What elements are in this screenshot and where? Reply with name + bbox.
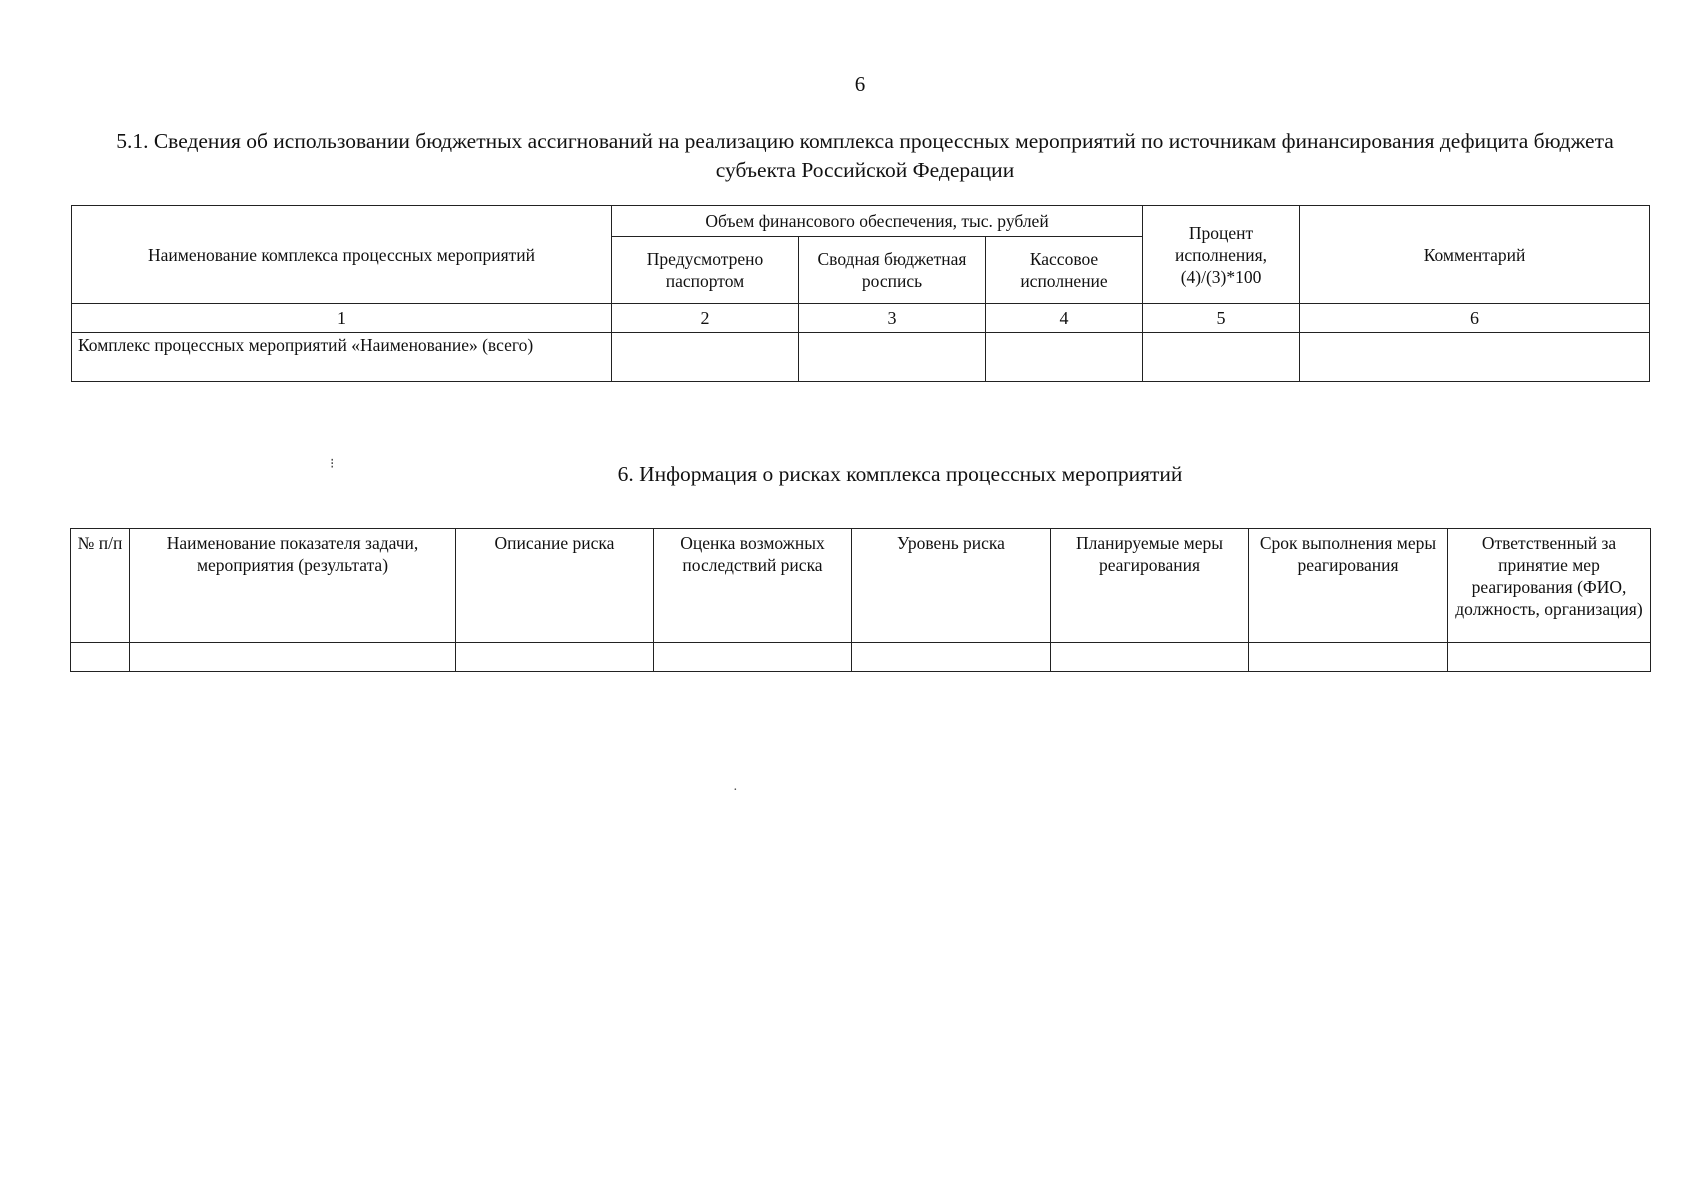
header-risk-level: Уровень риска <box>852 529 1051 643</box>
budget-list-value-cell <box>799 333 986 382</box>
responsible-cell <box>1448 643 1651 672</box>
header-passport-planned: Предусмотрено паспортом <box>612 237 799 304</box>
scan-artifact-dot: · <box>733 783 738 798</box>
header-risk-consequences: Оценка возможных последствий риска <box>654 529 852 643</box>
header-consolidated-budget-list: Сводная бюджетная роспись <box>799 237 986 304</box>
comment-value-cell <box>1300 333 1650 382</box>
passport-value-cell <box>612 333 799 382</box>
column-number: 2 <box>612 304 799 333</box>
header-indicator-name: Наименование показателя задачи, мероприятия (результата) <box>130 529 456 643</box>
column-number: 6 <box>1300 304 1650 333</box>
header-execution-percent: Процент исполнения, (4)/(3)*100 <box>1143 206 1300 304</box>
header-responsible-person: Ответственный за принятие мер реагирования (ФИО, должность, организация) <box>1448 529 1651 643</box>
column-number: 4 <box>986 304 1143 333</box>
percent-value-cell <box>1143 333 1300 382</box>
header-financing-volume: Объем финансового обеспечения, тыс. рублей <box>612 206 1143 237</box>
header-cash-execution: Кассовое исполнение <box>986 237 1143 304</box>
column-number-row <box>72 304 1650 333</box>
row-number-cell <box>71 643 130 672</box>
section-6-title: 6. Информация о рисках комплекса процессных мероприятий <box>617 462 1183 486</box>
column-number: 5 <box>1143 304 1300 333</box>
budget-allocations-table <box>71 205 1650 382</box>
column-number: 1 <box>72 304 612 333</box>
level-cell <box>852 643 1051 672</box>
header-comment: Комментарий <box>1300 206 1650 304</box>
consequences-cell <box>654 643 852 672</box>
measures-cell <box>1051 643 1249 672</box>
table-row <box>72 333 1650 382</box>
complex-name-cell: Комплекс процессных мероприятий «Наименование» (всего) <box>72 333 612 382</box>
cash-value-cell <box>986 333 1143 382</box>
header-planned-measures: Планируемые меры реагирования <box>1051 529 1249 643</box>
risks-table <box>70 528 1651 672</box>
deadline-cell <box>1249 643 1448 672</box>
page-number: 6 <box>854 72 866 96</box>
section-5-1-title: 5.1. Сведения об использовании бюджетных ассигнований на реализацию комплекса процессных мероприятий по источникам финансирования дефицита бюджета субъекта Российской Федерации <box>116 129 1614 182</box>
column-number: 3 <box>799 304 986 333</box>
header-risk-description: Описание риска <box>456 529 654 643</box>
header-measure-deadline: Срок выполнения меры реагирования <box>1249 529 1448 643</box>
table-row <box>71 643 1651 672</box>
header-row-number: № п/п <box>71 529 130 643</box>
header-complex-name: Наименование комплекса процессных мероприятий <box>72 206 612 304</box>
indicator-cell <box>130 643 456 672</box>
description-cell <box>456 643 654 672</box>
scan-artifact-mark: ⁝ <box>330 457 335 472</box>
